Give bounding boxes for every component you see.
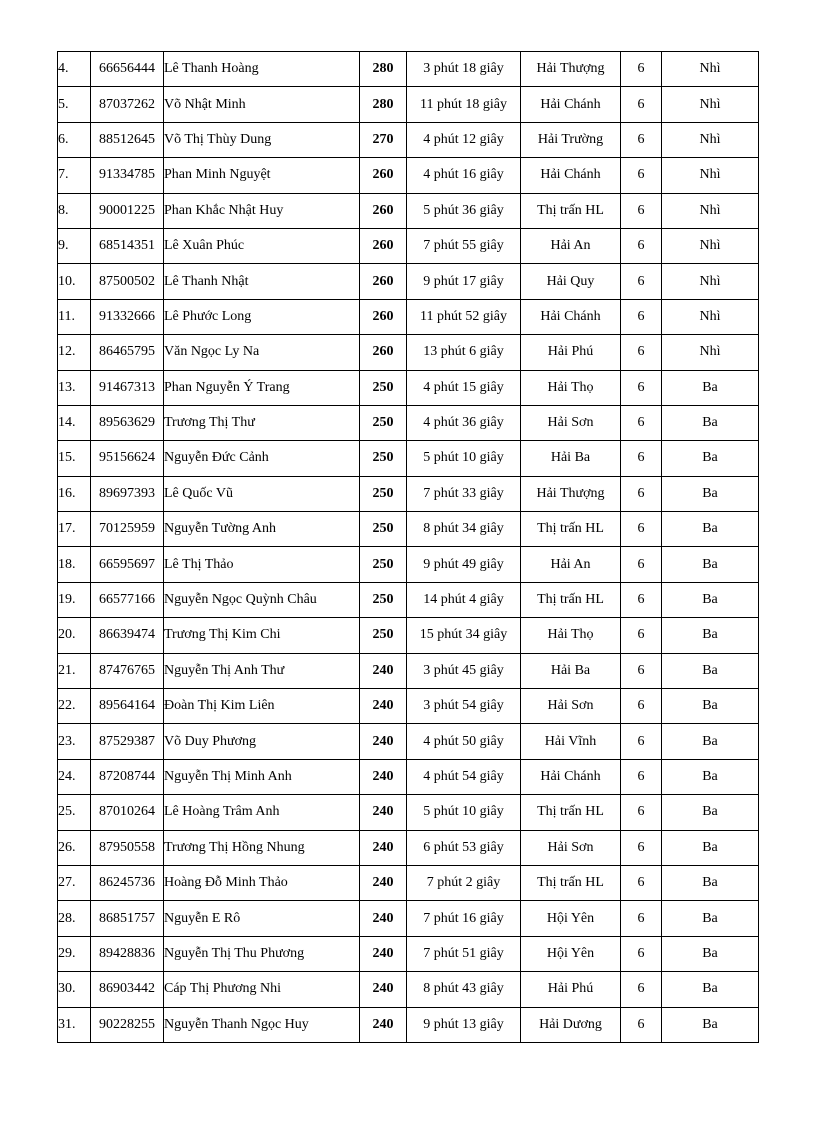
completion-time-cell: 8 phút 43 giây (407, 972, 521, 1007)
student-id-cell: 86851757 (91, 901, 164, 936)
prize-cell: Ba (662, 618, 759, 653)
school-name-cell: Hải Ba (521, 441, 621, 476)
student-id-cell: 90001225 (91, 193, 164, 228)
row-number-cell: 29. (58, 936, 91, 971)
prize-cell: Ba (662, 370, 759, 405)
completion-time-cell: 6 phút 53 giây (407, 830, 521, 865)
school-name-cell: Hải Thượng (521, 476, 621, 511)
score-cell: 240 (360, 724, 407, 759)
student-id-cell: 89563629 (91, 405, 164, 440)
student-name-cell: Lê Thị Thảo (164, 547, 360, 582)
grade-cell: 6 (621, 653, 662, 688)
student-name-cell: Lê Xuân Phúc (164, 228, 360, 263)
table-row (58, 865, 759, 900)
score-cell: 250 (360, 370, 407, 405)
row-number-cell: 7. (58, 158, 91, 193)
student-name-cell: Nguyễn Đức Cảnh (164, 441, 360, 476)
row-number-cell: 14. (58, 405, 91, 440)
row-number-cell: 28. (58, 901, 91, 936)
prize-cell: Ba (662, 1007, 759, 1042)
row-number-cell: 22. (58, 689, 91, 724)
prize-cell: Nhì (662, 193, 759, 228)
row-number-cell: 25. (58, 795, 91, 830)
prize-cell: Ba (662, 441, 759, 476)
prize-cell: Nhì (662, 87, 759, 122)
score-cell: 240 (360, 759, 407, 794)
student-id-cell: 86639474 (91, 618, 164, 653)
table-row (58, 759, 759, 794)
results-table (57, 51, 759, 1043)
row-number-cell: 5. (58, 87, 91, 122)
school-name-cell: Hải Vĩnh (521, 724, 621, 759)
school-name-cell: Hải Thượng (521, 52, 621, 87)
student-id-cell: 66656444 (91, 52, 164, 87)
school-name-cell: Hải Quy (521, 264, 621, 299)
student-id-cell: 89564164 (91, 689, 164, 724)
school-name-cell: Hải Trường (521, 122, 621, 157)
table-row (58, 122, 759, 157)
school-name-cell: Hội Yên (521, 901, 621, 936)
table-row (58, 618, 759, 653)
completion-time-cell: 4 phút 15 giây (407, 370, 521, 405)
student-name-cell: Đoàn Thị Kim Liên (164, 689, 360, 724)
score-cell: 260 (360, 228, 407, 263)
student-id-cell: 89428836 (91, 936, 164, 971)
row-number-cell: 13. (58, 370, 91, 405)
prize-cell: Nhì (662, 299, 759, 334)
score-cell: 240 (360, 689, 407, 724)
prize-cell: Ba (662, 795, 759, 830)
school-name-cell: Hội Yên (521, 936, 621, 971)
prize-cell: Ba (662, 865, 759, 900)
completion-time-cell: 5 phút 36 giây (407, 193, 521, 228)
grade-cell: 6 (621, 618, 662, 653)
completion-time-cell: 7 phút 33 giây (407, 476, 521, 511)
grade-cell: 6 (621, 512, 662, 547)
table-row (58, 653, 759, 688)
row-number-cell: 15. (58, 441, 91, 476)
completion-time-cell: 9 phút 49 giây (407, 547, 521, 582)
completion-time-cell: 5 phút 10 giây (407, 795, 521, 830)
table-row (58, 476, 759, 511)
row-number-cell: 27. (58, 865, 91, 900)
prize-cell: Nhì (662, 264, 759, 299)
row-number-cell: 10. (58, 264, 91, 299)
student-id-cell: 91467313 (91, 370, 164, 405)
school-name-cell: Hải Phú (521, 972, 621, 1007)
student-name-cell: Lê Thanh Hoàng (164, 52, 360, 87)
school-name-cell: Hải Chánh (521, 87, 621, 122)
prize-cell: Ba (662, 759, 759, 794)
score-cell: 250 (360, 441, 407, 476)
prize-cell: Nhì (662, 228, 759, 263)
completion-time-cell: 7 phút 51 giây (407, 936, 521, 971)
table-row (58, 901, 759, 936)
school-name-cell: Hải Sơn (521, 830, 621, 865)
row-number-cell: 4. (58, 52, 91, 87)
score-cell: 260 (360, 299, 407, 334)
score-cell: 240 (360, 830, 407, 865)
score-cell: 240 (360, 865, 407, 900)
score-cell: 250 (360, 547, 407, 582)
school-name-cell: Hải An (521, 228, 621, 263)
student-name-cell: Lê Hoàng Trâm Anh (164, 795, 360, 830)
student-name-cell: Hoàng Đỗ Minh Thảo (164, 865, 360, 900)
school-name-cell: Thị trấn HL (521, 865, 621, 900)
table-row (58, 936, 759, 971)
prize-cell: Ba (662, 724, 759, 759)
completion-time-cell: 4 phút 54 giây (407, 759, 521, 794)
score-cell: 280 (360, 52, 407, 87)
prize-cell: Ba (662, 512, 759, 547)
score-cell: 270 (360, 122, 407, 157)
student-id-cell: 86903442 (91, 972, 164, 1007)
score-cell: 260 (360, 335, 407, 370)
score-cell: 250 (360, 476, 407, 511)
score-cell: 240 (360, 795, 407, 830)
student-name-cell: Phan Khắc Nhật Huy (164, 193, 360, 228)
completion-time-cell: 7 phút 2 giây (407, 865, 521, 900)
score-cell: 280 (360, 87, 407, 122)
student-name-cell: Nguyễn Thị Thu Phương (164, 936, 360, 971)
grade-cell: 6 (621, 405, 662, 440)
completion-time-cell: 14 phút 4 giây (407, 582, 521, 617)
completion-time-cell: 11 phút 18 giây (407, 87, 521, 122)
prize-cell: Ba (662, 972, 759, 1007)
table-row (58, 370, 759, 405)
student-id-cell: 87010264 (91, 795, 164, 830)
grade-cell: 6 (621, 264, 662, 299)
prize-cell: Nhì (662, 122, 759, 157)
row-number-cell: 9. (58, 228, 91, 263)
grade-cell: 6 (621, 901, 662, 936)
grade-cell: 6 (621, 547, 662, 582)
student-name-cell: Nguyễn Ngọc Quỳnh Châu (164, 582, 360, 617)
table-row (58, 52, 759, 87)
table-row (58, 830, 759, 865)
student-name-cell: Lê Quốc Vũ (164, 476, 360, 511)
row-number-cell: 17. (58, 512, 91, 547)
school-name-cell: Thị trấn HL (521, 795, 621, 830)
row-number-cell: 24. (58, 759, 91, 794)
school-name-cell: Hải Thọ (521, 370, 621, 405)
grade-cell: 6 (621, 865, 662, 900)
row-number-cell: 18. (58, 547, 91, 582)
student-id-cell: 66595697 (91, 547, 164, 582)
prize-cell: Ba (662, 830, 759, 865)
student-id-cell: 95156624 (91, 441, 164, 476)
student-name-cell: Nguyễn Tường Anh (164, 512, 360, 547)
score-cell: 250 (360, 405, 407, 440)
school-name-cell: Hải Sơn (521, 405, 621, 440)
score-cell: 240 (360, 901, 407, 936)
score-cell: 240 (360, 653, 407, 688)
student-name-cell: Võ Duy Phương (164, 724, 360, 759)
grade-cell: 6 (621, 335, 662, 370)
table-row (58, 228, 759, 263)
score-cell: 260 (360, 158, 407, 193)
table-row (58, 1007, 759, 1042)
prize-cell: Ba (662, 582, 759, 617)
table-row (58, 158, 759, 193)
row-number-cell: 8. (58, 193, 91, 228)
grade-cell: 6 (621, 441, 662, 476)
grade-cell: 6 (621, 52, 662, 87)
score-cell: 250 (360, 582, 407, 617)
student-id-cell: 87208744 (91, 759, 164, 794)
grade-cell: 6 (621, 193, 662, 228)
results-body (58, 52, 759, 1043)
table-row (58, 405, 759, 440)
student-name-cell: Trương Thị Kim Chi (164, 618, 360, 653)
student-id-cell: 88512645 (91, 122, 164, 157)
student-id-cell: 87529387 (91, 724, 164, 759)
grade-cell: 6 (621, 972, 662, 1007)
student-id-cell: 70125959 (91, 512, 164, 547)
completion-time-cell: 9 phút 17 giây (407, 264, 521, 299)
grade-cell: 6 (621, 299, 662, 334)
prize-cell: Ba (662, 547, 759, 582)
student-name-cell: Trương Thị Thư (164, 405, 360, 440)
student-id-cell: 91334785 (91, 158, 164, 193)
table-row (58, 689, 759, 724)
completion-time-cell: 3 phút 54 giây (407, 689, 521, 724)
row-number-cell: 6. (58, 122, 91, 157)
grade-cell: 6 (621, 582, 662, 617)
table-row (58, 264, 759, 299)
row-number-cell: 26. (58, 830, 91, 865)
prize-cell: Nhì (662, 52, 759, 87)
student-name-cell: Võ Nhật Minh (164, 87, 360, 122)
table-row (58, 87, 759, 122)
student-id-cell: 86245736 (91, 865, 164, 900)
prize-cell: Nhì (662, 335, 759, 370)
grade-cell: 6 (621, 759, 662, 794)
school-name-cell: Hải Chánh (521, 158, 621, 193)
grade-cell: 6 (621, 1007, 662, 1042)
completion-time-cell: 4 phút 16 giây (407, 158, 521, 193)
prize-cell: Ba (662, 936, 759, 971)
student-id-cell: 87476765 (91, 653, 164, 688)
prize-cell: Ba (662, 689, 759, 724)
prize-cell: Nhì (662, 158, 759, 193)
completion-time-cell: 13 phút 6 giây (407, 335, 521, 370)
completion-time-cell: 9 phút 13 giây (407, 1007, 521, 1042)
table-row (58, 724, 759, 759)
grade-cell: 6 (621, 936, 662, 971)
table-row (58, 512, 759, 547)
grade-cell: 6 (621, 795, 662, 830)
score-cell: 250 (360, 512, 407, 547)
school-name-cell: Hải Thọ (521, 618, 621, 653)
student-name-cell: Lê Phước Long (164, 299, 360, 334)
grade-cell: 6 (621, 158, 662, 193)
completion-time-cell: 4 phút 50 giây (407, 724, 521, 759)
school-name-cell: Hải An (521, 547, 621, 582)
completion-time-cell: 8 phút 34 giây (407, 512, 521, 547)
completion-time-cell: 4 phút 12 giây (407, 122, 521, 157)
student-name-cell: Lê Thanh Nhật (164, 264, 360, 299)
student-id-cell: 86465795 (91, 335, 164, 370)
student-id-cell: 66577166 (91, 582, 164, 617)
row-number-cell: 30. (58, 972, 91, 1007)
score-cell: 240 (360, 972, 407, 1007)
completion-time-cell: 7 phút 16 giây (407, 901, 521, 936)
grade-cell: 6 (621, 830, 662, 865)
table-row (58, 795, 759, 830)
row-number-cell: 23. (58, 724, 91, 759)
prize-cell: Ba (662, 405, 759, 440)
school-name-cell: Thị trấn HL (521, 582, 621, 617)
prize-cell: Ba (662, 901, 759, 936)
student-name-cell: Nguyễn Thị Anh Thư (164, 653, 360, 688)
student-name-cell: Nguyễn Thị Minh Anh (164, 759, 360, 794)
score-cell: 250 (360, 618, 407, 653)
grade-cell: 6 (621, 228, 662, 263)
school-name-cell: Hải Phú (521, 335, 621, 370)
student-name-cell: Phan Minh Nguyệt (164, 158, 360, 193)
table-row (58, 972, 759, 1007)
row-number-cell: 19. (58, 582, 91, 617)
student-id-cell: 87950558 (91, 830, 164, 865)
student-id-cell: 87500502 (91, 264, 164, 299)
grade-cell: 6 (621, 122, 662, 157)
grade-cell: 6 (621, 87, 662, 122)
row-number-cell: 12. (58, 335, 91, 370)
grade-cell: 6 (621, 370, 662, 405)
row-number-cell: 20. (58, 618, 91, 653)
completion-time-cell: 5 phút 10 giây (407, 441, 521, 476)
school-name-cell: Hải Chánh (521, 759, 621, 794)
prize-cell: Ba (662, 476, 759, 511)
completion-time-cell: 7 phút 55 giây (407, 228, 521, 263)
table-row (58, 193, 759, 228)
completion-time-cell: 3 phút 18 giây (407, 52, 521, 87)
school-name-cell: Thị trấn HL (521, 193, 621, 228)
student-name-cell: Nguyễn Thanh Ngọc Huy (164, 1007, 360, 1042)
table-row (58, 582, 759, 617)
score-cell: 260 (360, 264, 407, 299)
grade-cell: 6 (621, 689, 662, 724)
completion-time-cell: 3 phút 45 giây (407, 653, 521, 688)
row-number-cell: 11. (58, 299, 91, 334)
student-id-cell: 68514351 (91, 228, 164, 263)
completion-time-cell: 4 phút 36 giây (407, 405, 521, 440)
completion-time-cell: 11 phút 52 giây (407, 299, 521, 334)
school-name-cell: Thị trấn HL (521, 512, 621, 547)
school-name-cell: Hải Dương (521, 1007, 621, 1042)
completion-time-cell: 15 phút 34 giây (407, 618, 521, 653)
row-number-cell: 16. (58, 476, 91, 511)
table-row (58, 335, 759, 370)
student-id-cell: 91332666 (91, 299, 164, 334)
score-cell: 260 (360, 193, 407, 228)
row-number-cell: 21. (58, 653, 91, 688)
student-name-cell: Cáp Thị Phương Nhi (164, 972, 360, 1007)
table-row (58, 441, 759, 476)
score-cell: 240 (360, 1007, 407, 1042)
prize-cell: Ba (662, 653, 759, 688)
score-cell: 240 (360, 936, 407, 971)
table-row (58, 547, 759, 582)
student-name-cell: Phan Nguyễn Ý Trang (164, 370, 360, 405)
student-name-cell: Trương Thị Hồng Nhung (164, 830, 360, 865)
table-row (58, 299, 759, 334)
school-name-cell: Hải Ba (521, 653, 621, 688)
school-name-cell: Hải Chánh (521, 299, 621, 334)
row-number-cell: 31. (58, 1007, 91, 1042)
grade-cell: 6 (621, 476, 662, 511)
grade-cell: 6 (621, 724, 662, 759)
student-id-cell: 89697393 (91, 476, 164, 511)
student-name-cell: Văn Ngọc Ly Na (164, 335, 360, 370)
student-id-cell: 90228255 (91, 1007, 164, 1042)
student-name-cell: Nguyễn E Rô (164, 901, 360, 936)
student-id-cell: 87037262 (91, 87, 164, 122)
student-name-cell: Võ Thị Thùy Dung (164, 122, 360, 157)
school-name-cell: Hải Sơn (521, 689, 621, 724)
